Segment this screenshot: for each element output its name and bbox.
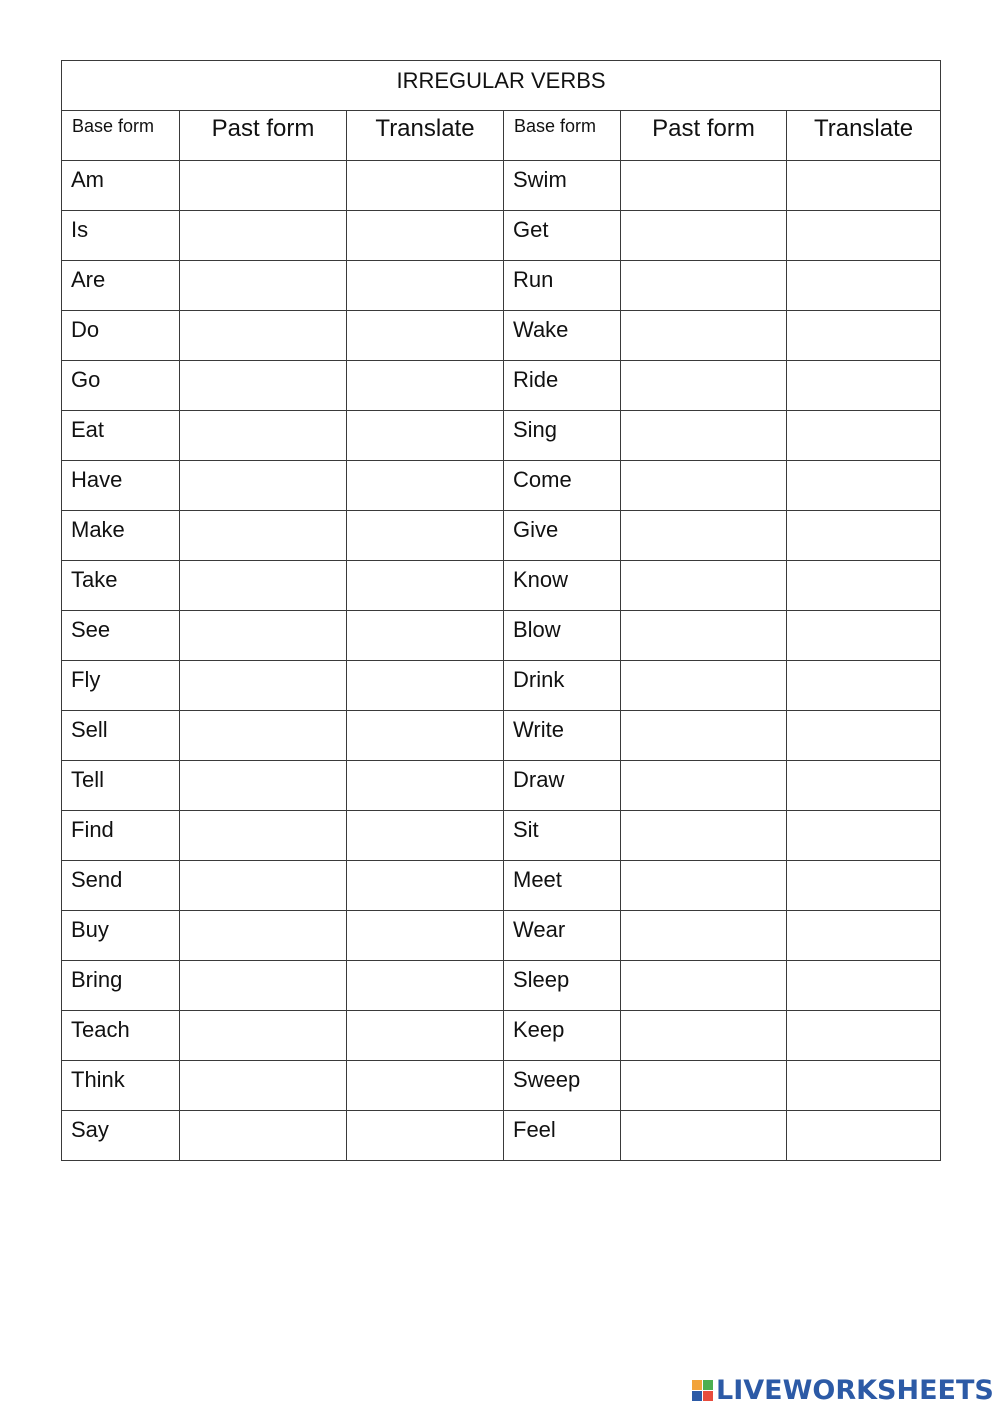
translate-right-cell[interactable] [787, 161, 941, 211]
past-form-left-cell[interactable] [180, 1061, 347, 1111]
base-form-right-cell: Sweep [504, 1061, 621, 1111]
base-form-right-cell: Feel [504, 1111, 621, 1161]
verb-rows [62, 161, 941, 1161]
base-form-left-cell: See [62, 611, 180, 661]
translate-left-cell[interactable] [347, 711, 504, 761]
base-form-right-cell: Know [504, 561, 621, 611]
base-form-left-cell: Think [62, 1061, 180, 1111]
translate-right-cell[interactable] [787, 861, 941, 911]
base-form-left-cell: Is [62, 211, 180, 261]
table-row [62, 261, 941, 311]
base-form-right-cell: Sing [504, 411, 621, 461]
past-form-left-cell[interactable] [180, 361, 347, 411]
translate-left-cell[interactable] [347, 961, 504, 1011]
base-form-right-cell: Blow [504, 611, 621, 661]
translate-left-cell[interactable] [347, 761, 504, 811]
past-form-right-cell[interactable] [621, 611, 787, 661]
translate-right-cell[interactable] [787, 461, 941, 511]
base-form-right-cell: Run [504, 261, 621, 311]
translate-left-cell[interactable] [347, 861, 504, 911]
past-form-right-cell[interactable] [621, 1111, 787, 1161]
base-form-right-cell: Sit [504, 811, 621, 861]
base-form-left-cell: Eat [62, 411, 180, 461]
base-form-right-cell: Draw [504, 761, 621, 811]
past-form-left-cell[interactable] [180, 1111, 347, 1161]
past-form-left-cell[interactable] [180, 811, 347, 861]
table-row [62, 1011, 941, 1061]
past-form-right-cell[interactable] [621, 711, 787, 761]
translate-left-cell[interactable] [347, 461, 504, 511]
past-form-right-cell[interactable] [621, 511, 787, 561]
base-form-left-cell: Make [62, 511, 180, 561]
translate-left-cell[interactable] [347, 411, 504, 461]
base-form-left-cell: Are [62, 261, 180, 311]
header-translate-right: Translate [787, 111, 941, 161]
table-row [62, 711, 941, 761]
past-form-right-cell[interactable] [621, 761, 787, 811]
table-title: IRREGULAR VERBS [62, 61, 941, 111]
translate-right-cell[interactable] [787, 511, 941, 561]
header-base-form-right: Base form [504, 111, 621, 161]
past-form-right-cell[interactable] [621, 361, 787, 411]
table-row [62, 211, 941, 261]
translate-left-cell[interactable] [347, 661, 504, 711]
translate-right-cell[interactable] [787, 811, 941, 861]
base-form-left-cell: Find [62, 811, 180, 861]
base-form-left-cell: Bring [62, 961, 180, 1011]
past-form-left-cell[interactable] [180, 261, 347, 311]
translate-left-cell[interactable] [347, 161, 504, 211]
translate-left-cell[interactable] [347, 811, 504, 861]
past-form-left-cell[interactable] [180, 961, 347, 1011]
past-form-right-cell[interactable] [621, 861, 787, 911]
base-form-left-cell: Buy [62, 911, 180, 961]
header-base-form-left: Base form [62, 111, 180, 161]
base-form-left-cell: Teach [62, 1011, 180, 1061]
past-form-left-cell[interactable] [180, 161, 347, 211]
past-form-right-cell[interactable] [621, 661, 787, 711]
table-row [62, 861, 941, 911]
table-row [62, 361, 941, 411]
past-form-right-cell[interactable] [621, 161, 787, 211]
base-form-right-cell: Wake [504, 311, 621, 361]
translate-right-cell[interactable] [787, 911, 941, 961]
base-form-right-cell: Swim [504, 161, 621, 211]
base-form-left-cell: Sell [62, 711, 180, 761]
base-form-right-cell: Write [504, 711, 621, 761]
table-row [62, 661, 941, 711]
translate-left-cell[interactable] [347, 911, 504, 961]
table-row [62, 911, 941, 961]
table-row [62, 611, 941, 661]
base-form-left-cell: Fly [62, 661, 180, 711]
translate-left-cell[interactable] [347, 561, 504, 611]
logo-square-red [703, 1391, 713, 1401]
base-form-left-cell: Do [62, 311, 180, 361]
base-form-right-cell: Come [504, 461, 621, 511]
logo-square-green [703, 1380, 713, 1390]
translate-right-cell[interactable] [787, 1061, 941, 1111]
base-form-left-cell: Take [62, 561, 180, 611]
past-form-left-cell[interactable] [180, 311, 347, 361]
title-row [62, 61, 941, 111]
past-form-left-cell[interactable] [180, 861, 347, 911]
header-past-form-left: Past form [180, 111, 347, 161]
base-form-left-cell: Am [62, 161, 180, 211]
past-form-left-cell[interactable] [180, 1011, 347, 1061]
table-row [62, 961, 941, 1011]
base-form-right-cell: Keep [504, 1011, 621, 1061]
translate-right-cell[interactable] [787, 1011, 941, 1061]
translate-right-cell[interactable] [787, 311, 941, 361]
translate-left-cell[interactable] [347, 1011, 504, 1061]
translate-left-cell[interactable] [347, 1111, 504, 1161]
past-form-left-cell[interactable] [180, 461, 347, 511]
past-form-right-cell[interactable] [621, 311, 787, 361]
header-row [62, 111, 941, 161]
base-form-left-cell: Go [62, 361, 180, 411]
table-row [62, 811, 941, 861]
base-form-left-cell: Send [62, 861, 180, 911]
translate-right-cell[interactable] [787, 1111, 941, 1161]
past-form-left-cell[interactable] [180, 661, 347, 711]
translate-left-cell[interactable] [347, 361, 504, 411]
translate-right-cell[interactable] [787, 961, 941, 1011]
base-form-left-cell: Say [62, 1111, 180, 1161]
table-row [62, 161, 941, 211]
translate-left-cell[interactable] [347, 611, 504, 661]
past-form-left-cell[interactable] [180, 511, 347, 561]
base-form-right-cell: Meet [504, 861, 621, 911]
logo-square-blue [692, 1391, 702, 1401]
base-form-left-cell: Tell [62, 761, 180, 811]
translate-right-cell[interactable] [787, 411, 941, 461]
past-form-right-cell[interactable] [621, 811, 787, 861]
translate-right-cell[interactable] [787, 211, 941, 261]
past-form-left-cell[interactable] [180, 411, 347, 461]
past-form-right-cell[interactable] [621, 1061, 787, 1111]
past-form-left-cell[interactable] [180, 611, 347, 661]
translate-right-cell[interactable] [787, 361, 941, 411]
translate-right-cell[interactable] [787, 711, 941, 761]
past-form-left-cell[interactable] [180, 211, 347, 261]
table-row [62, 461, 941, 511]
past-form-right-cell[interactable] [621, 411, 787, 461]
past-form-right-cell[interactable] [621, 211, 787, 261]
header-translate-left: Translate [347, 111, 504, 161]
translate-right-cell[interactable] [787, 611, 941, 661]
translate-right-cell[interactable] [787, 661, 941, 711]
table-row [62, 311, 941, 361]
table-row [62, 1111, 941, 1161]
base-form-right-cell: Get [504, 211, 621, 261]
past-form-right-cell[interactable] [621, 1011, 787, 1061]
past-form-left-cell[interactable] [180, 561, 347, 611]
translate-left-cell[interactable] [347, 211, 504, 261]
past-form-right-cell[interactable] [621, 961, 787, 1011]
table-row [62, 761, 941, 811]
translate-right-cell[interactable] [787, 561, 941, 611]
past-form-left-cell[interactable] [180, 711, 347, 761]
table-row [62, 1061, 941, 1111]
base-form-right-cell: Wear [504, 911, 621, 961]
base-form-right-cell: Give [504, 511, 621, 561]
table-row [62, 411, 941, 461]
translate-left-cell[interactable] [347, 1061, 504, 1111]
base-form-right-cell: Ride [504, 361, 621, 411]
translate-right-cell[interactable] [787, 261, 941, 311]
past-form-right-cell[interactable] [621, 261, 787, 311]
past-form-left-cell[interactable] [180, 911, 347, 961]
irregular-verbs-table [61, 60, 941, 1161]
table-row [62, 511, 941, 561]
base-form-right-cell: Sleep [504, 961, 621, 1011]
translate-right-cell[interactable] [787, 761, 941, 811]
translate-left-cell[interactable] [347, 261, 504, 311]
liveworksheets-logo [692, 1374, 994, 1406]
liveworksheets-logo-icon [692, 1380, 713, 1401]
base-form-right-cell: Drink [504, 661, 621, 711]
logo-square-orange [692, 1380, 702, 1390]
past-form-left-cell[interactable] [180, 761, 347, 811]
translate-left-cell[interactable] [347, 311, 504, 361]
table-row [62, 561, 941, 611]
base-form-left-cell: Have [62, 461, 180, 511]
header-past-form-right: Past form [621, 111, 787, 161]
past-form-right-cell[interactable] [621, 561, 787, 611]
translate-left-cell[interactable] [347, 511, 504, 561]
past-form-right-cell[interactable] [621, 461, 787, 511]
logo-text: LIVEWORKSHEETS [716, 1374, 994, 1406]
past-form-right-cell[interactable] [621, 911, 787, 961]
